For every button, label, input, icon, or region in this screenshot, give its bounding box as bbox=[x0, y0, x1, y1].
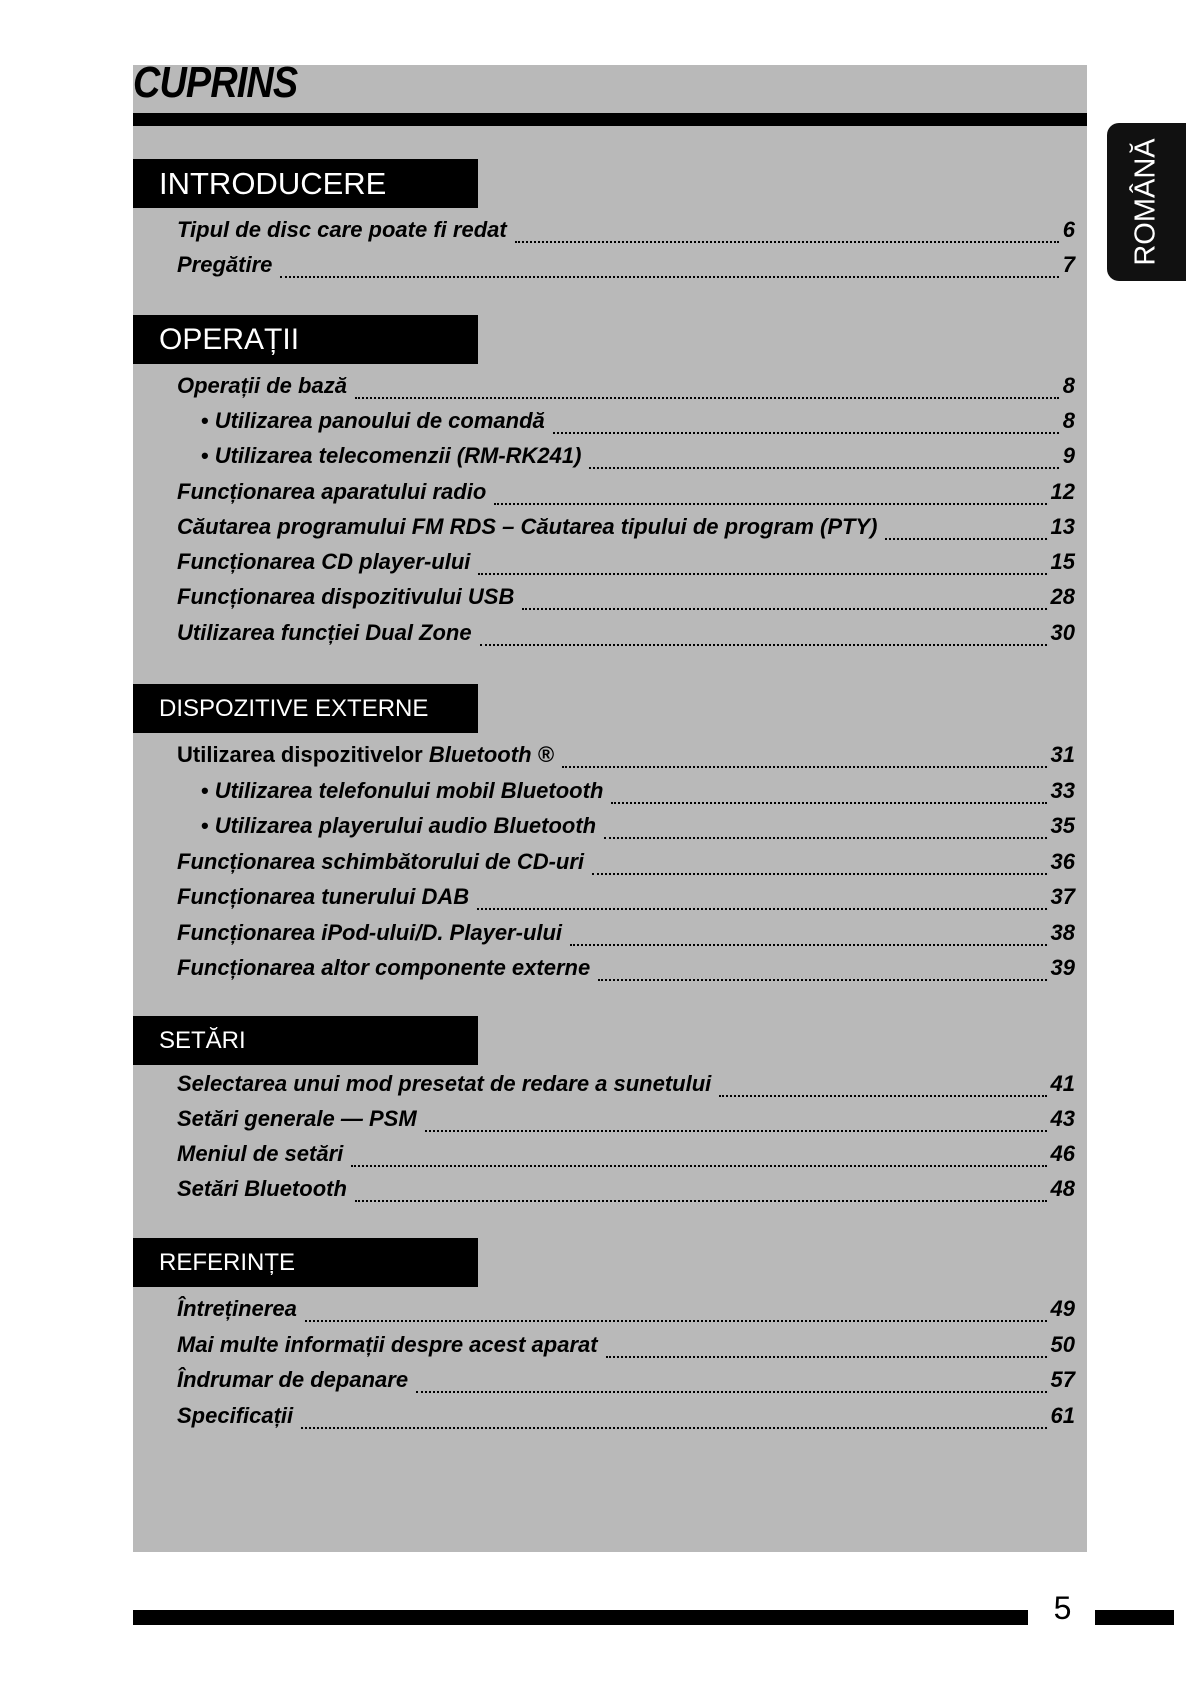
dot-leader bbox=[351, 1165, 1046, 1167]
toc-entry-page: 38 bbox=[1050, 920, 1075, 945]
toc-entry[interactable] bbox=[177, 920, 1075, 954]
dot-leader bbox=[280, 276, 1058, 278]
toc-entry-title: Îndrumar de depanare bbox=[177, 1367, 409, 1392]
section-heading-referinte: REFERINȚE bbox=[133, 1238, 478, 1287]
toc-entry[interactable] bbox=[177, 1176, 1075, 1210]
dot-leader bbox=[589, 467, 1058, 469]
toc-entry[interactable] bbox=[177, 514, 1075, 548]
toc-entry[interactable] bbox=[201, 408, 1075, 442]
toc-entry-title: Căutarea programului FM RDS – Căutarea tipului de program (PTY) bbox=[177, 514, 878, 539]
section-heading-dispozitive-externe: DISPOZITIVE EXTERNE bbox=[133, 684, 478, 733]
toc-entry-title: Specificații bbox=[177, 1403, 294, 1428]
toc-entry-page: 9 bbox=[1062, 443, 1075, 468]
toc-entry[interactable] bbox=[177, 1367, 1075, 1401]
toc-entry-page: 61 bbox=[1050, 1403, 1075, 1428]
toc-entry-page: 35 bbox=[1050, 813, 1075, 838]
page-title: CUPRINS bbox=[133, 58, 298, 107]
bullet: • bbox=[201, 778, 209, 803]
toc-entry-title: Meniul de setări bbox=[177, 1141, 344, 1166]
toc-entry-title: Funcționarea CD player-ului bbox=[177, 549, 471, 574]
toc-entry-title: Bluetooth ® bbox=[428, 742, 554, 767]
toc-entry-title: Pregătire bbox=[177, 252, 273, 277]
dot-leader bbox=[885, 538, 1046, 540]
dot-leader bbox=[416, 1391, 1046, 1393]
toc-entry[interactable] bbox=[177, 620, 1075, 654]
toc-entry[interactable] bbox=[177, 252, 1075, 286]
dot-leader bbox=[553, 432, 1059, 434]
toc-entry-page: 57 bbox=[1050, 1367, 1075, 1392]
toc-entry[interactable] bbox=[177, 849, 1075, 883]
toc-entry[interactable] bbox=[177, 1071, 1075, 1105]
toc-entry-page: 30 bbox=[1050, 620, 1075, 645]
dot-leader bbox=[719, 1095, 1046, 1097]
page-number: 5 bbox=[1053, 1590, 1072, 1626]
dot-leader bbox=[494, 503, 1046, 505]
footer-rule-left bbox=[133, 1610, 1028, 1625]
toc-entry-title: Utilizarea playerului audio Bluetooth bbox=[214, 813, 597, 838]
toc-entry-page: 36 bbox=[1050, 849, 1075, 874]
toc-entry-page: 8 bbox=[1062, 408, 1075, 433]
toc-entry-page: 48 bbox=[1050, 1176, 1075, 1201]
toc-entry[interactable] bbox=[177, 1106, 1075, 1140]
bullet: • bbox=[201, 813, 209, 838]
toc-entry-page: 39 bbox=[1050, 955, 1075, 980]
toc-entry-page: 31 bbox=[1050, 742, 1075, 767]
toc-entry-page: 7 bbox=[1062, 252, 1075, 277]
section-heading-operatii: OPERAȚII bbox=[133, 315, 478, 364]
section-heading-introducere: INTRODUCERE bbox=[133, 159, 478, 208]
toc-entry[interactable] bbox=[177, 217, 1075, 251]
bullet: • bbox=[201, 408, 209, 433]
dot-leader bbox=[611, 802, 1046, 804]
toc-entry[interactable] bbox=[177, 1403, 1075, 1437]
toc-entry[interactable] bbox=[177, 955, 1075, 989]
dot-leader bbox=[522, 608, 1046, 610]
toc-entry-title: Utilizarea telecomenzii (RM-RK241) bbox=[214, 443, 582, 468]
dot-leader bbox=[592, 873, 1046, 875]
toc-entry-page: 41 bbox=[1050, 1071, 1075, 1096]
language-tab-label: ROMÂNĂ bbox=[1129, 138, 1162, 266]
toc-entry-page: 15 bbox=[1050, 549, 1075, 574]
toc-entry-page: 49 bbox=[1050, 1296, 1075, 1321]
dot-leader bbox=[478, 573, 1046, 575]
dot-leader bbox=[598, 979, 1046, 981]
toc-entry-title: Selectarea unui mod presetat de redare a sunetului bbox=[177, 1071, 712, 1096]
toc-entry-page: 8 bbox=[1062, 373, 1075, 398]
toc-entry-title: Utilizarea funcției Dual Zone bbox=[177, 620, 472, 645]
toc-entry-page: 13 bbox=[1050, 514, 1075, 539]
bullet: • bbox=[201, 443, 209, 468]
footer-rule-right bbox=[1095, 1610, 1174, 1625]
dot-leader bbox=[305, 1320, 1047, 1322]
toc-entry[interactable] bbox=[177, 549, 1075, 583]
toc-entry[interactable] bbox=[177, 1332, 1075, 1366]
toc-entry-page: 12 bbox=[1050, 479, 1075, 504]
dot-leader bbox=[425, 1130, 1047, 1132]
toc-entry-title: Tipul de disc care poate fi redat bbox=[177, 217, 507, 242]
dot-leader bbox=[355, 397, 1059, 399]
toc-entry-page: 37 bbox=[1050, 884, 1075, 909]
toc-entry-title: Setări Bluetooth bbox=[177, 1176, 347, 1201]
toc-entry-page: 28 bbox=[1050, 584, 1075, 609]
dot-leader bbox=[480, 644, 1047, 646]
toc-entry-title: Funcționarea altor componente externe bbox=[177, 955, 591, 980]
toc-entry-page: 43 bbox=[1050, 1106, 1075, 1131]
toc-entry-page: 46 bbox=[1050, 1141, 1075, 1166]
toc-entry-title: Mai multe informații despre acest aparat bbox=[177, 1332, 598, 1357]
toc-entry-title: Funcționarea dispozitivului USB bbox=[177, 584, 515, 609]
toc-entry-title: Funcționarea tunerului DAB bbox=[177, 884, 470, 909]
toc-entry-title: Funcționarea aparatului radio bbox=[177, 479, 487, 504]
toc-entry[interactable] bbox=[177, 1296, 1075, 1330]
toc-entry[interactable] bbox=[177, 373, 1075, 407]
toc-entry-title: Funcționarea iPod-ului/D. Player-ului bbox=[177, 920, 563, 945]
toc-entry[interactable] bbox=[177, 742, 1075, 776]
toc-entry-title: Utilizarea telefonului mobil Bluetooth bbox=[214, 778, 604, 803]
toc-entry[interactable] bbox=[201, 813, 1075, 847]
dot-leader bbox=[604, 837, 1046, 839]
toc-entry-page: 50 bbox=[1050, 1332, 1075, 1357]
toc-entry-prefix: Utilizarea dispozitivelor bbox=[177, 742, 423, 767]
dot-leader bbox=[355, 1200, 1047, 1202]
toc-entry[interactable] bbox=[201, 443, 1075, 477]
dot-leader bbox=[301, 1427, 1046, 1429]
toc-entry-page: 6 bbox=[1062, 217, 1075, 242]
toc-entry[interactable] bbox=[177, 479, 1075, 513]
section-heading-setari: SETĂRI bbox=[133, 1016, 478, 1065]
dot-leader bbox=[515, 241, 1059, 243]
toc-entry-title: Utilizarea panoului de comandă bbox=[214, 408, 545, 433]
dot-leader bbox=[562, 766, 1047, 768]
toc-entry[interactable] bbox=[177, 584, 1075, 618]
toc-entry-title: Setări generale — PSM bbox=[177, 1106, 417, 1131]
toc-entry-title: Funcționarea schimbătorului de CD-uri bbox=[177, 849, 585, 874]
toc-entry-title: Operații de bază bbox=[177, 373, 347, 398]
dot-leader bbox=[570, 944, 1046, 946]
toc-entry-page: 33 bbox=[1050, 778, 1075, 803]
dot-leader bbox=[477, 908, 1046, 910]
toc-entry[interactable] bbox=[201, 778, 1075, 812]
title-rule bbox=[133, 113, 1087, 126]
toc-entry[interactable] bbox=[177, 1141, 1075, 1175]
toc-entry[interactable] bbox=[177, 884, 1075, 918]
dot-leader bbox=[606, 1356, 1047, 1358]
toc-entry-title: Întreținerea bbox=[177, 1296, 297, 1321]
